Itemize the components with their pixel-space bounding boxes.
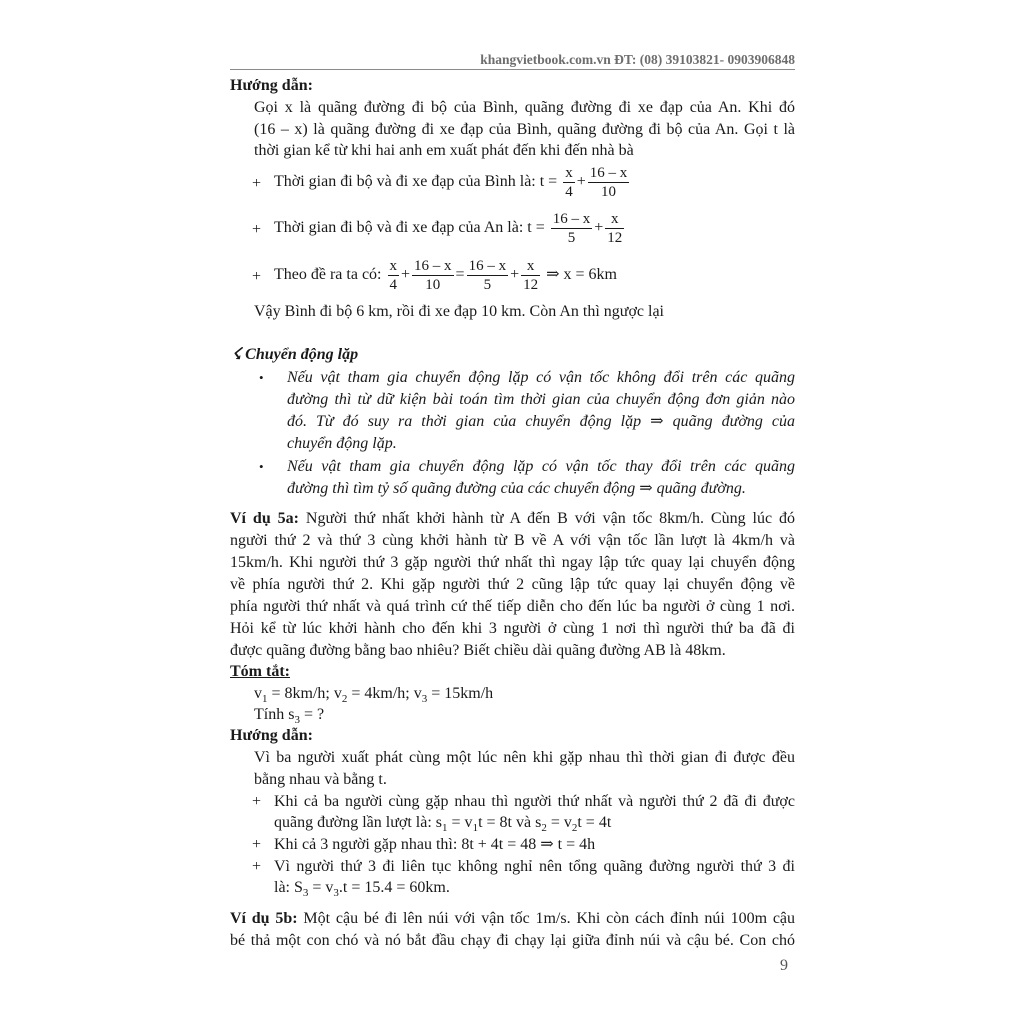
guide-point-line: Khi cả 3 người gặp nhau thì: 8t + 4t = 48 ⇒ t = 4h [274,836,596,853]
subscript: 1 [472,822,479,835]
denominator: 10 [425,277,441,293]
denominator: 10 [600,184,616,200]
math-text: t = 4t [577,814,612,831]
guide-line: bằng nhau và bằng t. [254,771,387,788]
section-bullet-line: đó. Từ đó suy ra thời gian của chuyển động lặp ⇒ quãng đường của [287,413,795,430]
denominator: 12 [523,277,539,293]
guide-paragraph-line: thời gian kể từ khi hai anh em xuất phát đến khi đến nhà bà [254,142,634,159]
formula-label: Thời gian đi bộ và đi xe đạp của An là: [274,219,524,237]
math-text: = v [447,814,473,831]
guide-heading: Hướng dẫn: [230,77,313,94]
example-5a-line [230,509,795,529]
fraction [605,210,624,247]
math-text: t = [527,219,545,237]
section-bullet-line: chuyển động lặp. [287,435,397,452]
plus-marker: + [252,268,262,285]
example-text: Người thứ nhất khởi hành từ A đến B với vận tốc 8km/h. Cùng lúc đó [305,510,796,527]
guide-point-line: Khi cả ba người cùng gặp nhau thì người thứ nhất và người thứ 2 đã đi được [274,793,795,810]
numerator: x [521,257,540,276]
section-title [232,345,797,365]
math-text: + [594,219,604,237]
subscript: 3 [333,887,339,900]
fraction [563,164,575,201]
math-text: là: S [274,879,303,896]
example-5b-label: Ví dụ 5b: [230,910,298,927]
example-5b-line: bé thả một con chó và nó bắt đầu chạy đi chạy lại giữa đỉnh núi và cậu bé. Con chó [230,932,795,949]
math-text: t = [539,173,558,191]
subscript: 2 [341,693,348,706]
guide-paragraph-line: Gọi x là quãng đường đi bộ của Bình, quãng đường đi xe đạp của An. Khi đó [254,99,795,116]
math-text: = [455,266,465,284]
math-text: = v [546,814,572,831]
bullet-icon: • [259,370,264,385]
page-number: 9 [780,957,788,974]
numerator: 16 – x [414,258,452,274]
denominator: 4 [565,184,573,200]
plus-marker: + [252,793,262,810]
formula-an [274,210,626,247]
plus-marker: + [252,175,262,192]
summary-heading: Tóm tắt: [230,663,290,680]
pointer-icon: ☇ [232,346,242,363]
header-rule [230,69,795,70]
example-text: Một cậu bé đi lên núi với vận tốc 1m/s. Khi còn cách đỉnh núi 100m cậu [303,910,796,927]
math-text: = 4km/h; v [347,685,422,702]
math-text: Tính s [254,706,295,723]
example-5a-line: về phía người thứ 2. Khi gặp người thứ 2 cũng lập tức quay lại chuyển động về [230,576,795,593]
plus-marker: + [252,221,262,238]
guide-heading: Hướng dẫn: [230,727,313,744]
guide-paragraph-line: (16 – x) là quãng đường đi xe đạp của Bình, quãng đường đi bộ của An. Gọi t là [254,121,795,138]
section-bullet-line: Nếu vật tham gia chuyển động lặp có vận tốc thay đổi trên các quãng [287,458,795,475]
example-5a-line: người thứ 2 và thứ 3 cùng khởi hành từ B về A với vận tốc lần lượt là 4km/h và [230,532,795,549]
formula-label: Thời gian đi bộ và đi xe đạp của Bình là: [274,173,536,191]
math-text: = ? [299,706,325,723]
denominator: 12 [607,230,623,246]
example-5a-label: Ví dụ 5a: [230,510,299,527]
fraction [388,257,400,294]
section-title-text: Chuyển động lặp [245,346,359,363]
denominator: 5 [483,277,492,293]
fraction [412,257,454,294]
guide-point-line: Vì người thứ 3 đi liên tục không nghỉ nên tổng quãng đường người thứ 3 đi [274,858,795,875]
subscript: 3 [421,693,428,706]
example-5b-line [230,909,795,929]
section-bullet-line: đường thì tìm tỷ số quãng đường của các chuyển động ⇒ quãng đường. [287,480,746,497]
guide-line: Vì ba người xuất phát cùng một lúc nên khi gặp nhau thì thời gian đi được đều [254,749,795,766]
math-text: v [254,685,262,702]
section-bullet-line: Nếu vật tham gia chuyển động lặp có vận tốc không đổi trên các quãng [287,369,795,386]
section-bullet-line: đường thì từ dữ kiện bài toán tìm thời gian của chuyển động đơn giản nào [287,391,795,408]
math-text: + [510,266,520,284]
guide-point-line [274,878,795,903]
page-header: khangvietbook.com.vn ĐT: (08) 39103821- 0903906848 [480,52,795,67]
numerator: 16 – x [589,165,628,181]
bullet-icon: • [259,459,264,474]
math-result: ⇒ x = 6km [546,266,617,284]
fraction [551,210,593,247]
subscript: 2 [571,822,578,835]
math-text: + [401,266,411,284]
math-text: quãng đường lần lượt là: s [274,814,443,831]
math-text: t = 8t và s [478,814,542,831]
numerator: 16 – x [468,258,507,274]
formula-equation [274,257,617,294]
formula-label: Theo đề ra ta có: [274,266,382,284]
numerator: x [389,258,397,274]
denominator: 4 [389,277,397,293]
numerator: x [605,210,624,229]
math-text: + [576,173,586,191]
numerator: x [565,165,573,181]
subscript: 1 [442,822,448,835]
example-5a-line: được quãng đường bằng bao nhiêu? Biết chiều dài quãng đường AB là 48km. [230,642,726,659]
subscript: 1 [262,693,268,706]
fraction [521,257,540,294]
guide-conclusion: Vậy Bình đi bộ 6 km, rồi đi xe đạp 10 km. Còn An thì ngược lại [254,303,664,320]
example-5a-line: phía người thứ nhất và quá trình cứ thế tiếp diễn cho đến lúc ba người ở cùng 1 nơi. [230,598,795,615]
subscript: 3 [302,887,309,900]
denominator: 5 [567,230,576,246]
math-text: .t = 15.4 = 60km. [338,879,450,896]
math-text: = v [308,879,334,896]
plus-marker: + [252,858,262,875]
numerator: 16 – x [552,211,591,227]
plus-marker: + [252,836,262,853]
example-5a-line: Hỏi kể từ lúc khởi hành cho đến khi 3 người ở cùng 1 nơi thì người thứ ba đã đi [230,620,795,637]
fraction [588,164,630,201]
math-text: = 8km/h; v [267,685,342,702]
subscript: 2 [541,822,547,835]
formula-binh [274,164,631,201]
math-text: = 15km/h [427,685,494,702]
subscript: 3 [294,714,300,727]
fraction [467,257,509,294]
example-5a-line: 15km/h. Khi người thứ 3 gặp người thứ nhất thì ngay lập tức quay lại chuyển động [230,554,795,571]
